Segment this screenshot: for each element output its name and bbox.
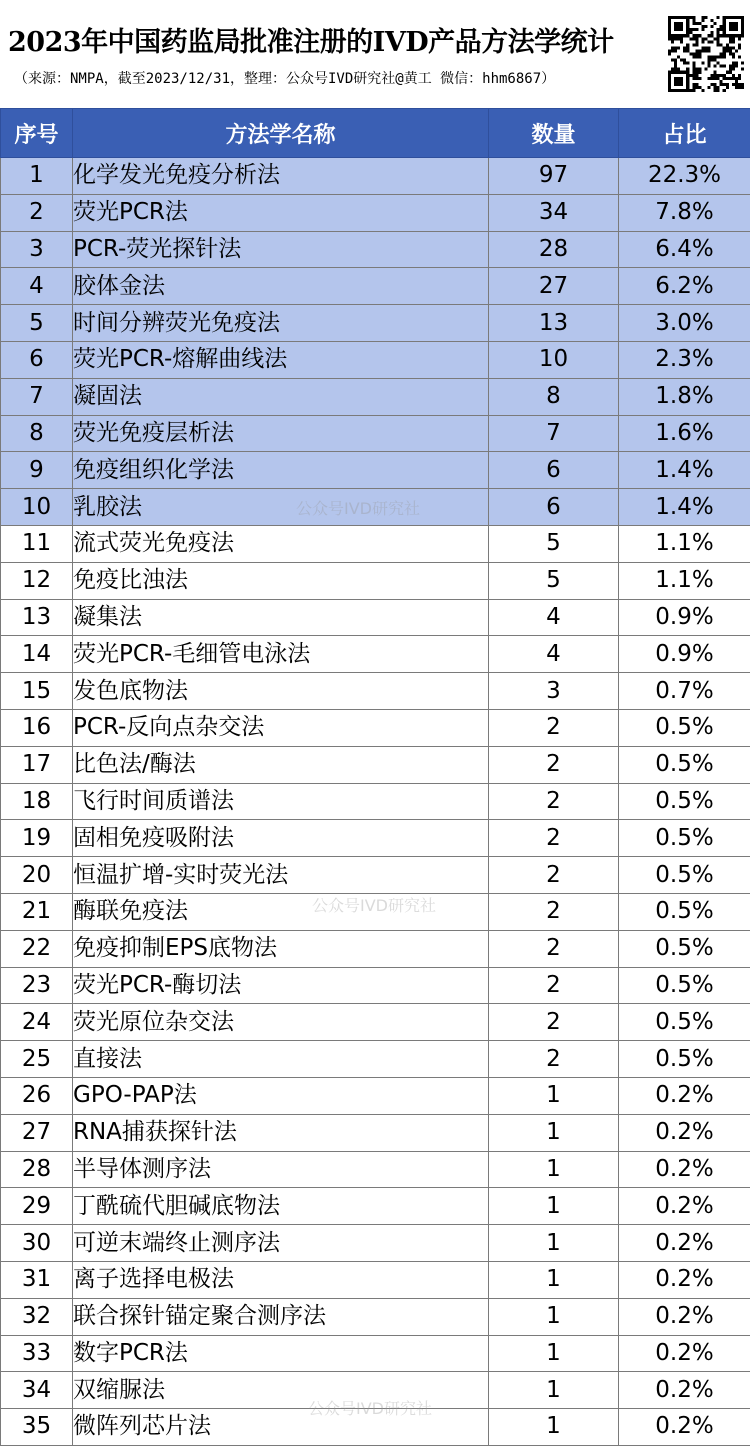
table-row xyxy=(1,341,750,378)
row-share: 6.4% xyxy=(619,231,750,268)
table-row xyxy=(1,268,750,305)
row-index: 14 xyxy=(1,636,73,673)
row-count: 3 xyxy=(489,673,619,710)
row-index: 9 xyxy=(1,452,73,489)
row-method-name: 胶体金法 xyxy=(73,268,489,305)
row-count: 2 xyxy=(489,709,619,746)
row-method-name: PCR-荧光探针法 xyxy=(73,231,489,268)
row-index: 6 xyxy=(1,341,73,378)
row-method-name: 固相免疫吸附法 xyxy=(73,820,489,857)
row-share: 0.5% xyxy=(619,967,750,1004)
row-index: 17 xyxy=(1,746,73,783)
row-share: 0.5% xyxy=(619,709,750,746)
table-row xyxy=(1,194,750,231)
row-method-name: 离子选择电极法 xyxy=(73,1261,489,1298)
row-method-name: 丁酰硫代胆碱底物法 xyxy=(73,1188,489,1225)
row-index: 35 xyxy=(1,1409,73,1446)
row-method-name: 直接法 xyxy=(73,1041,489,1078)
row-share: 0.7% xyxy=(619,673,750,710)
row-count: 2 xyxy=(489,857,619,894)
table-row xyxy=(1,1188,750,1225)
row-share: 0.2% xyxy=(619,1261,750,1298)
row-count: 1 xyxy=(489,1114,619,1151)
row-count: 1 xyxy=(489,1151,619,1188)
row-index: 32 xyxy=(1,1298,73,1335)
row-method-name: 发色底物法 xyxy=(73,673,489,710)
table-row xyxy=(1,1077,750,1114)
row-share: 22.3% xyxy=(619,158,750,195)
row-share: 0.5% xyxy=(619,1041,750,1078)
table-row xyxy=(1,636,750,673)
qr-code-icon xyxy=(668,16,744,92)
row-index: 24 xyxy=(1,1004,73,1041)
row-index: 20 xyxy=(1,857,73,894)
row-index: 7 xyxy=(1,378,73,415)
row-index: 21 xyxy=(1,893,73,930)
table-row xyxy=(1,231,750,268)
row-index: 19 xyxy=(1,820,73,857)
row-method-name: 荧光PCR-熔解曲线法 xyxy=(73,341,489,378)
row-count: 2 xyxy=(489,1041,619,1078)
table-row xyxy=(1,893,750,930)
row-count: 2 xyxy=(489,1004,619,1041)
row-method-name: 免疫组织化学法 xyxy=(73,452,489,489)
table-row xyxy=(1,1261,750,1298)
row-index: 8 xyxy=(1,415,73,452)
row-share: 2.3% xyxy=(619,341,750,378)
row-share: 0.9% xyxy=(619,599,750,636)
row-method-name: 酶联免疫法 xyxy=(73,893,489,930)
row-share: 0.5% xyxy=(619,746,750,783)
row-count: 10 xyxy=(489,341,619,378)
row-method-name: 凝固法 xyxy=(73,378,489,415)
row-index: 33 xyxy=(1,1335,73,1372)
table-row xyxy=(1,158,750,195)
row-index: 28 xyxy=(1,1151,73,1188)
row-method-name: 乳胶法 xyxy=(73,489,489,526)
row-count: 1 xyxy=(489,1188,619,1225)
row-share: 0.2% xyxy=(619,1298,750,1335)
table-row xyxy=(1,783,750,820)
page-title: 2023年中国药监局批准注册的IVD产品方法学统计 xyxy=(8,27,614,58)
table-row xyxy=(1,489,750,526)
table-row xyxy=(1,857,750,894)
row-share: 6.2% xyxy=(619,268,750,305)
row-method-name: 荧光免疫层析法 xyxy=(73,415,489,452)
table-row xyxy=(1,1041,750,1078)
row-count: 2 xyxy=(489,820,619,857)
watermark: 公众号IVD研究社 xyxy=(296,499,420,518)
row-index: 25 xyxy=(1,1041,73,1078)
row-count: 4 xyxy=(489,636,619,673)
table-row xyxy=(1,930,750,967)
row-index: 23 xyxy=(1,967,73,1004)
table-row xyxy=(1,673,750,710)
row-method-name: 免疫抑制EPS底物法 xyxy=(73,930,489,967)
row-count: 97 xyxy=(489,158,619,195)
table-row xyxy=(1,709,750,746)
row-method-name: 双缩脲法 xyxy=(73,1372,489,1409)
table-row xyxy=(1,415,750,452)
table-row xyxy=(1,1409,750,1446)
row-method-name: 凝集法 xyxy=(73,599,489,636)
row-method-name: 可逆末端终止测序法 xyxy=(73,1225,489,1262)
row-index: 29 xyxy=(1,1188,73,1225)
row-method-name: 飞行时间质谱法 xyxy=(73,783,489,820)
row-count: 1 xyxy=(489,1372,619,1409)
row-index: 3 xyxy=(1,231,73,268)
source-note: （来源：NMPA，截至2023/12/31，整理：公众号IVD研究社@黄工 微信：hhm6867） xyxy=(14,71,556,87)
row-share: 0.2% xyxy=(619,1188,750,1225)
watermark: 公众号IVD研究社 xyxy=(312,896,436,915)
table-row xyxy=(1,599,750,636)
row-share: 3.0% xyxy=(619,305,750,342)
row-method-name: 恒温扩增-实时荧光法 xyxy=(73,857,489,894)
row-index: 4 xyxy=(1,268,73,305)
row-share: 0.5% xyxy=(619,1004,750,1041)
row-method-name: 化学发光免疫分析法 xyxy=(73,158,489,195)
row-count: 5 xyxy=(489,525,619,562)
row-share: 0.5% xyxy=(619,893,750,930)
row-index: 12 xyxy=(1,562,73,599)
row-method-name: RNA捕获探针法 xyxy=(73,1114,489,1151)
table-row xyxy=(1,1114,750,1151)
row-share: 1.4% xyxy=(619,452,750,489)
row-share: 0.2% xyxy=(619,1372,750,1409)
table-row xyxy=(1,525,750,562)
row-count: 13 xyxy=(489,305,619,342)
row-index: 10 xyxy=(1,489,73,526)
row-index: 31 xyxy=(1,1261,73,1298)
table-row xyxy=(1,1335,750,1372)
col-header-count: 数量 xyxy=(489,109,619,158)
row-index: 18 xyxy=(1,783,73,820)
row-method-name: 荧光原位杂交法 xyxy=(73,1004,489,1041)
row-count: 2 xyxy=(489,746,619,783)
table-row xyxy=(1,820,750,857)
row-share: 0.2% xyxy=(619,1225,750,1262)
method-table xyxy=(0,108,750,1446)
table-body xyxy=(1,158,750,1446)
row-index: 34 xyxy=(1,1372,73,1409)
row-share: 0.5% xyxy=(619,783,750,820)
row-share: 0.2% xyxy=(619,1151,750,1188)
row-share: 0.5% xyxy=(619,857,750,894)
row-share: 1.8% xyxy=(619,378,750,415)
row-method-name: 数字PCR法 xyxy=(73,1335,489,1372)
row-method-name: 比色法/酶法 xyxy=(73,746,489,783)
row-count: 34 xyxy=(489,194,619,231)
table-row xyxy=(1,1372,750,1409)
row-count: 5 xyxy=(489,562,619,599)
table-row xyxy=(1,967,750,1004)
row-index: 22 xyxy=(1,930,73,967)
col-header-index: 序号 xyxy=(1,109,73,158)
watermark: 公众号IVD研究社 xyxy=(308,1399,432,1418)
page-header xyxy=(0,0,750,108)
row-count: 7 xyxy=(489,415,619,452)
row-count: 2 xyxy=(489,930,619,967)
row-count: 1 xyxy=(489,1335,619,1372)
row-share: 1.4% xyxy=(619,489,750,526)
table-row xyxy=(1,452,750,489)
row-share: 0.9% xyxy=(619,636,750,673)
row-share: 0.2% xyxy=(619,1409,750,1446)
row-count: 4 xyxy=(489,599,619,636)
row-share: 1.6% xyxy=(619,415,750,452)
row-count: 6 xyxy=(489,452,619,489)
row-share: 0.5% xyxy=(619,930,750,967)
row-share: 0.5% xyxy=(619,820,750,857)
table-row xyxy=(1,1298,750,1335)
row-count: 1 xyxy=(489,1077,619,1114)
row-index: 15 xyxy=(1,673,73,710)
row-index: 16 xyxy=(1,709,73,746)
table-row xyxy=(1,1004,750,1041)
table-row xyxy=(1,305,750,342)
row-method-name: 时间分辨荧光免疫法 xyxy=(73,305,489,342)
row-index: 1 xyxy=(1,158,73,195)
row-index: 26 xyxy=(1,1077,73,1114)
table-row xyxy=(1,1225,750,1262)
row-share: 1.1% xyxy=(619,525,750,562)
row-share: 0.2% xyxy=(619,1335,750,1372)
row-count: 1 xyxy=(489,1261,619,1298)
row-index: 13 xyxy=(1,599,73,636)
row-method-name: PCR-反向点杂交法 xyxy=(73,709,489,746)
row-method-name: 流式荧光免疫法 xyxy=(73,525,489,562)
row-method-name: 荧光PCR-毛细管电泳法 xyxy=(73,636,489,673)
row-count: 2 xyxy=(489,893,619,930)
col-header-share: 占比 xyxy=(619,109,750,158)
row-count: 1 xyxy=(489,1298,619,1335)
row-share: 1.1% xyxy=(619,562,750,599)
row-method-name: 微阵列芯片法 xyxy=(73,1409,489,1446)
table-header-row xyxy=(1,109,750,158)
row-count: 1 xyxy=(489,1225,619,1262)
table-row xyxy=(1,746,750,783)
row-method-name: 联合探针锚定聚合测序法 xyxy=(73,1298,489,1335)
row-method-name: GPO-PAP法 xyxy=(73,1077,489,1114)
table-row xyxy=(1,378,750,415)
row-count: 27 xyxy=(489,268,619,305)
row-method-name: 免疫比浊法 xyxy=(73,562,489,599)
row-index: 27 xyxy=(1,1114,73,1151)
col-header-method: 方法学名称 xyxy=(73,109,489,158)
row-method-name: 半导体测序法 xyxy=(73,1151,489,1188)
row-count: 1 xyxy=(489,1409,619,1446)
row-index: 30 xyxy=(1,1225,73,1262)
row-share: 0.2% xyxy=(619,1114,750,1151)
row-method-name: 荧光PCR法 xyxy=(73,194,489,231)
row-share: 0.2% xyxy=(619,1077,750,1114)
row-index: 5 xyxy=(1,305,73,342)
table-row xyxy=(1,1151,750,1188)
row-count: 28 xyxy=(489,231,619,268)
table-row xyxy=(1,562,750,599)
row-count: 2 xyxy=(489,783,619,820)
row-count: 8 xyxy=(489,378,619,415)
row-count: 2 xyxy=(489,967,619,1004)
row-method-name: 荧光PCR-酶切法 xyxy=(73,967,489,1004)
row-index: 11 xyxy=(1,525,73,562)
row-index: 2 xyxy=(1,194,73,231)
row-count: 6 xyxy=(489,489,619,526)
row-share: 7.8% xyxy=(619,194,750,231)
